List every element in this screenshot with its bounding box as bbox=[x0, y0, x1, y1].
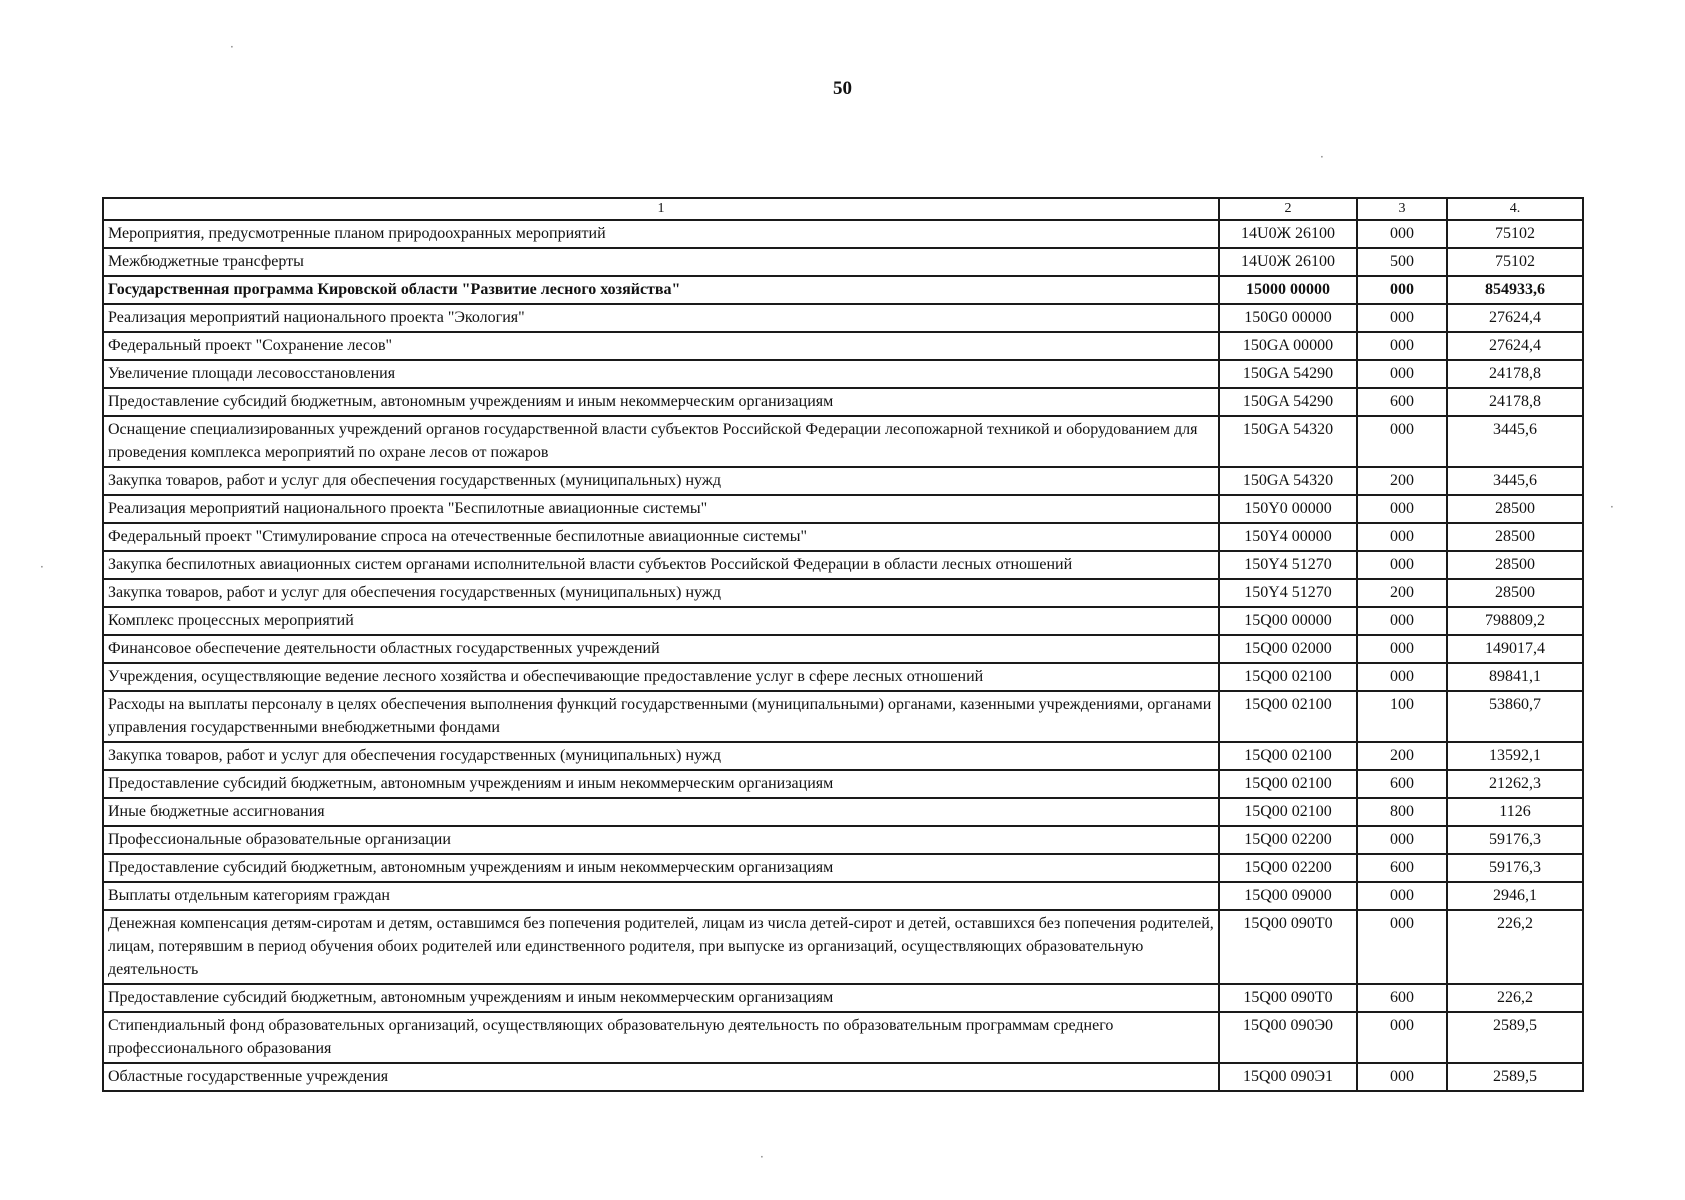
row-name-cell: Федеральный проект "Стимулирование спроса на отечественные беспилотные авиационные системы" bbox=[103, 523, 1219, 551]
row-type-cell: 000 bbox=[1357, 220, 1447, 248]
row-amount-cell: 59176,3 bbox=[1447, 854, 1583, 882]
header-cell-amount: 4. bbox=[1447, 198, 1583, 220]
row-name-cell: Денежная компенсация детям-сиротам и детям, оставшимся без попечения родителей, лицам из числа детей-сирот и детей, оставшихся без попечения родителей, лицам, потерявшим в период обучения обоих родителей или единственного родителя, при выпуске из организаций, осуществляющих образовательную деятельность bbox=[103, 910, 1219, 984]
row-code-cell: 15Q00 090Э1 bbox=[1219, 1063, 1357, 1091]
table-row bbox=[103, 467, 1583, 495]
row-amount-cell: 59176,3 bbox=[1447, 826, 1583, 854]
row-amount-cell: 89841,1 bbox=[1447, 663, 1583, 691]
table-row bbox=[103, 882, 1583, 910]
row-type-cell: 000 bbox=[1357, 882, 1447, 910]
row-type-cell: 600 bbox=[1357, 854, 1447, 882]
table-row bbox=[103, 1063, 1583, 1091]
row-code-cell: 150GA 54290 bbox=[1219, 388, 1357, 416]
table-row bbox=[103, 798, 1583, 826]
row-code-cell: 15Q00 090Э0 bbox=[1219, 1012, 1357, 1063]
row-name-cell: Областные государственные учреждения bbox=[103, 1063, 1219, 1091]
row-type-cell: 500 bbox=[1357, 248, 1447, 276]
table-row bbox=[103, 910, 1583, 984]
table-row bbox=[103, 663, 1583, 691]
row-name-cell: Закупка товаров, работ и услуг для обеспечения государственных (муниципальных) нужд bbox=[103, 579, 1219, 607]
table-row bbox=[103, 416, 1583, 467]
row-name-cell: Реализация мероприятий национального проекта "Беспилотные авиационные системы" bbox=[103, 495, 1219, 523]
row-type-cell: 000 bbox=[1357, 551, 1447, 579]
row-code-cell: 15000 00000 bbox=[1219, 276, 1357, 304]
table-row bbox=[103, 770, 1583, 798]
table-row bbox=[103, 691, 1583, 742]
row-type-cell: 600 bbox=[1357, 984, 1447, 1012]
row-type-cell: 000 bbox=[1357, 910, 1447, 984]
row-amount-cell: 854933,6 bbox=[1447, 276, 1583, 304]
table-row bbox=[103, 248, 1583, 276]
row-type-cell: 000 bbox=[1357, 523, 1447, 551]
row-amount-cell: 28500 bbox=[1447, 579, 1583, 607]
row-code-cell: 150Y4 51270 bbox=[1219, 579, 1357, 607]
row-name-cell: Увеличение площади лесовосстановления bbox=[103, 360, 1219, 388]
scan-speck: · bbox=[1610, 500, 1614, 514]
row-type-cell: 200 bbox=[1357, 467, 1447, 495]
row-name-cell: Финансовое обеспечение деятельности областных государственных учреждений bbox=[103, 635, 1219, 663]
row-name-cell: Расходы на выплаты персоналу в целях обеспечения выполнения функций государственными (муниципальными) органами, казенными учреждениями, органами управления государственными внебюджетными фондами bbox=[103, 691, 1219, 742]
row-code-cell: 15Q00 00000 bbox=[1219, 607, 1357, 635]
row-amount-cell: 226,2 bbox=[1447, 984, 1583, 1012]
row-amount-cell: 1126 bbox=[1447, 798, 1583, 826]
row-type-cell: 000 bbox=[1357, 663, 1447, 691]
table-body bbox=[103, 198, 1583, 1091]
row-code-cell: 15Q00 02000 bbox=[1219, 635, 1357, 663]
table-row bbox=[103, 276, 1583, 304]
row-amount-cell: 13592,1 bbox=[1447, 742, 1583, 770]
row-type-cell: 200 bbox=[1357, 742, 1447, 770]
row-code-cell: 15Q00 02100 bbox=[1219, 742, 1357, 770]
row-code-cell: 150Y0 00000 bbox=[1219, 495, 1357, 523]
row-name-cell: Межбюджетные трансферты bbox=[103, 248, 1219, 276]
row-code-cell: 14U0Ж 26100 bbox=[1219, 248, 1357, 276]
row-amount-cell: 27624,4 bbox=[1447, 332, 1583, 360]
row-code-cell: 150GA 54320 bbox=[1219, 416, 1357, 467]
row-amount-cell: 2589,5 bbox=[1447, 1063, 1583, 1091]
row-name-cell: Оснащение специализированных учреждений органов государственной власти субъектов Российской Федерации лесопожарной техникой и оборудованием для проведения комплекса мероприятий по охране лесов от пожаров bbox=[103, 416, 1219, 467]
row-amount-cell: 75102 bbox=[1447, 248, 1583, 276]
table-row bbox=[103, 388, 1583, 416]
row-type-cell: 000 bbox=[1357, 304, 1447, 332]
row-amount-cell: 3445,6 bbox=[1447, 416, 1583, 467]
row-name-cell: Предоставление субсидий бюджетным, автономным учреждениям и иным некоммерческим организациям bbox=[103, 854, 1219, 882]
row-type-cell: 000 bbox=[1357, 495, 1447, 523]
row-amount-cell: 149017,4 bbox=[1447, 635, 1583, 663]
row-name-cell: Иные бюджетные ассигнования bbox=[103, 798, 1219, 826]
row-name-cell: Предоставление субсидий бюджетным, автономным учреждениям и иным некоммерческим организациям bbox=[103, 770, 1219, 798]
row-amount-cell: 28500 bbox=[1447, 523, 1583, 551]
table-row bbox=[103, 220, 1583, 248]
row-type-cell: 000 bbox=[1357, 360, 1447, 388]
scan-speck: · bbox=[230, 40, 234, 54]
row-name-cell: Профессиональные образовательные организации bbox=[103, 826, 1219, 854]
row-type-cell: 000 bbox=[1357, 826, 1447, 854]
row-name-cell: Государственная программа Кировской области "Развитие лесного хозяйства" bbox=[103, 276, 1219, 304]
row-amount-cell: 53860,7 bbox=[1447, 691, 1583, 742]
table-row bbox=[103, 1012, 1583, 1063]
row-type-cell: 000 bbox=[1357, 1012, 1447, 1063]
row-code-cell: 150GA 00000 bbox=[1219, 332, 1357, 360]
row-name-cell: Предоставление субсидий бюджетным, автономным учреждениям и иным некоммерческим организациям bbox=[103, 984, 1219, 1012]
table-header-row bbox=[103, 198, 1583, 220]
row-amount-cell: 28500 bbox=[1447, 495, 1583, 523]
table-row bbox=[103, 984, 1583, 1012]
header-cell-code: 2 bbox=[1219, 198, 1357, 220]
row-code-cell: 15Q00 02100 bbox=[1219, 691, 1357, 742]
row-code-cell: 150Y4 51270 bbox=[1219, 551, 1357, 579]
table-row bbox=[103, 607, 1583, 635]
table-row bbox=[103, 360, 1583, 388]
row-code-cell: 15Q00 090Т0 bbox=[1219, 910, 1357, 984]
table-row bbox=[103, 304, 1583, 332]
row-amount-cell: 3445,6 bbox=[1447, 467, 1583, 495]
row-type-cell: 000 bbox=[1357, 332, 1447, 360]
header-cell-name: 1 bbox=[103, 198, 1219, 220]
row-code-cell: 150G0 00000 bbox=[1219, 304, 1357, 332]
row-amount-cell: 24178,8 bbox=[1447, 360, 1583, 388]
row-name-cell: Учреждения, осуществляющие ведение лесного хозяйства и обеспечивающие предоставление услуг в сфере лесных отношений bbox=[103, 663, 1219, 691]
scan-speck: · bbox=[40, 560, 44, 574]
table-row bbox=[103, 579, 1583, 607]
scan-speck: · bbox=[1320, 150, 1324, 164]
row-code-cell: 15Q00 02200 bbox=[1219, 826, 1357, 854]
row-amount-cell: 798809,2 bbox=[1447, 607, 1583, 635]
row-type-cell: 000 bbox=[1357, 276, 1447, 304]
row-code-cell: 150Y4 00000 bbox=[1219, 523, 1357, 551]
row-amount-cell: 75102 bbox=[1447, 220, 1583, 248]
table-row bbox=[103, 332, 1583, 360]
row-type-cell: 800 bbox=[1357, 798, 1447, 826]
row-amount-cell: 24178,8 bbox=[1447, 388, 1583, 416]
row-amount-cell: 27624,4 bbox=[1447, 304, 1583, 332]
row-code-cell: 15Q00 02100 bbox=[1219, 663, 1357, 691]
page-number: 50 bbox=[833, 78, 852, 99]
row-code-cell: 15Q00 02200 bbox=[1219, 854, 1357, 882]
row-code-cell: 15Q00 090Т0 bbox=[1219, 984, 1357, 1012]
row-name-cell: Закупка товаров, работ и услуг для обеспечения государственных (муниципальных) нужд bbox=[103, 742, 1219, 770]
row-amount-cell: 226,2 bbox=[1447, 910, 1583, 984]
row-name-cell: Закупка товаров, работ и услуг для обеспечения государственных (муниципальных) нужд bbox=[103, 467, 1219, 495]
table-row bbox=[103, 495, 1583, 523]
table-row bbox=[103, 826, 1583, 854]
row-type-cell: 600 bbox=[1357, 770, 1447, 798]
row-amount-cell: 2946,1 bbox=[1447, 882, 1583, 910]
row-type-cell: 000 bbox=[1357, 635, 1447, 663]
row-type-cell: 000 bbox=[1357, 607, 1447, 635]
table-row bbox=[103, 523, 1583, 551]
row-type-cell: 100 bbox=[1357, 691, 1447, 742]
table-row bbox=[103, 854, 1583, 882]
table-row bbox=[103, 635, 1583, 663]
row-name-cell: Комплекс процессных мероприятий bbox=[103, 607, 1219, 635]
scan-speck: · bbox=[760, 1150, 764, 1164]
row-code-cell: 150GA 54290 bbox=[1219, 360, 1357, 388]
row-amount-cell: 28500 bbox=[1447, 551, 1583, 579]
table-row bbox=[103, 551, 1583, 579]
row-amount-cell: 2589,5 bbox=[1447, 1012, 1583, 1063]
row-name-cell: Закупка беспилотных авиационных систем органами исполнительной власти субъектов Российской Федерации в области лесных отношений bbox=[103, 551, 1219, 579]
header-cell-type: 3 bbox=[1357, 198, 1447, 220]
table-row bbox=[103, 742, 1583, 770]
row-name-cell: Реализация мероприятий национального проекта "Экология" bbox=[103, 304, 1219, 332]
row-amount-cell: 21262,3 bbox=[1447, 770, 1583, 798]
row-code-cell: 15Q00 02100 bbox=[1219, 798, 1357, 826]
row-name-cell: Предоставление субсидий бюджетным, автономным учреждениям и иным некоммерческим организациям bbox=[103, 388, 1219, 416]
row-code-cell: 150GA 54320 bbox=[1219, 467, 1357, 495]
row-code-cell: 14U0Ж 26100 bbox=[1219, 220, 1357, 248]
row-type-cell: 000 bbox=[1357, 416, 1447, 467]
row-type-cell: 600 bbox=[1357, 388, 1447, 416]
row-name-cell: Выплаты отдельным категориям граждан bbox=[103, 882, 1219, 910]
row-code-cell: 15Q00 02100 bbox=[1219, 770, 1357, 798]
row-code-cell: 15Q00 09000 bbox=[1219, 882, 1357, 910]
row-name-cell: Мероприятия, предусмотренные планом природоохранных мероприятий bbox=[103, 220, 1219, 248]
row-name-cell: Стипендиальный фонд образовательных организаций, осуществляющих образовательную деятельность по образовательным программам среднего профессионального образования bbox=[103, 1012, 1219, 1063]
budget-table bbox=[102, 197, 1584, 1092]
row-type-cell: 200 bbox=[1357, 579, 1447, 607]
row-type-cell: 000 bbox=[1357, 1063, 1447, 1091]
row-name-cell: Федеральный проект "Сохранение лесов" bbox=[103, 332, 1219, 360]
